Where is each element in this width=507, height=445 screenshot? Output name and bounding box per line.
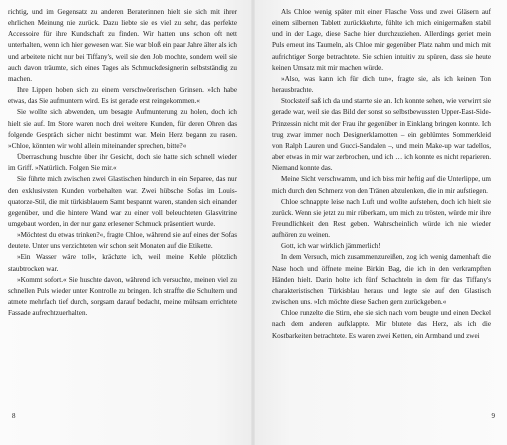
paragraph: »Möchtest du etwas trinken?«, fragte Chloe, während sie auf eines der Sofas deutete. Unter uns verzichteten wir schon seit Monaten auf die Etikette. [8,231,237,251]
right-page-text [272,7,491,342]
paragraph: Chloe runzelte die Stirn, ehe sie sich nach vorn beugte und einen Deckel nach dem anderen aufklappte. Mir blutete das Herz, als ich die Kostbarkeiten betrachtete. Es waren zwei Ketten, ein Armband und zwei [272,309,491,340]
page-number-left: 8 [12,412,16,420]
paragraph: Überraschung huschte über ihr Gesicht, doch sie hatte sich schnell wieder im Griff. »Natürlich. Folgen Sie mir.« [8,153,237,173]
paragraph: richtig, und im Gegensatz zu anderen Beraterinnen hielt sie sich mit ihrer ehrlichen Meinung nie zurück. Dazu liebte sie es viel zu sehr, das perfekte Accessoire für ihre Kundschaft zu finden. Wir hatten uns schon oft nett unterhalten, wenn ich hier gewesen war. Sie war bloß ein paar Jahre älter als ich und arbeitete nicht nur bei Tiffany's, weil sie den Job mochte, sondern weil sie auch davon träumte, sich eines Tages als Schmuckdesignerin selbstständig zu machen. [8,8,237,83]
paragraph: Ihre Lippen hoben sich zu einem verschwörerischen Grinsen. »Ich habe etwas, das Sie aufmuntern wird. Es ist gerade erst reingekommen.« [8,86,237,106]
paragraph: Stocksteif saß ich da und starrte sie an. Ich konnte sehen, wie verwirrt sie gerade war, weil sie das Bild der sonst so selbstbewussten Upper-East-Side-Prinzessin nicht mit der Frau ihr gegenüber in Einklang bringen konnte. Ich trug zwar immer noch Designerklamotten – ein geblümtes Sommerkleid von Ralph Lauren und Gucci-Sandalen –, und mein Make-up war tadellos, aber etwas in mir war zerbrochen, und ich … ich konnte es nicht reparieren. Niemand konnte das. [272,97,491,173]
paragraph: Sie führte mich zwischen zwei Glastischen hindurch in ein Separee, das nur den exklusivsten Kunden vorbehalten war. Zwei hübsche Sofas im Louis-quatorze-Stil, die mit türkisblauem Samt bespannt waren, standen sich einander gegenüber, und die hintere Wand war zu einer voll beleuchteten Glasvitrine umgebaut worden, in der nur ganz erlesener Schmuck präsentiert wurde. [8,175,237,228]
paragraph: »Also, was kann ich für dich tun«, fragte sie, als ich keinen Ton herausbrachte. [272,74,491,95]
paragraph: Gott, ich war wirklich jämmerlich! [281,242,381,251]
paragraph: Chloe schnappte leise nach Luft und wollte aufstehen, doch ich hielt sie zurück. Wenn sie jetzt zu mir rüberkam, um mich zu trösten, würde mir ihre Freundlichkeit den Rest geben. Wahrscheinlich würde ich nie wieder aufhören zu weinen. [272,197,491,240]
left-page [0,0,253,445]
page-number-right: 9 [491,412,495,420]
paragraph: Als Chloe wenig später mit einer Flasche Voss und zwei Gläsern auf einem silbernen Tablett zurückkehrte, fühlte ich mich einigermaßen stabil und in der Lage, diese Sache hier durchzuziehen. Allerdings geriet mein Puls erneut ins Taumeln, als Chloe mir gegenüber Platz nahm und mich mit aufrichtiger Sorge betrachtete. Sie schien intuitiv zu spüren, dass sie heute keinen Umsatz mit mir machen würde. [272,8,491,72]
paragraph: »Ein Wasser wäre toll«, krächzte ich, weil meine Kehle plötzlich staubtrocken war. [8,253,237,273]
paragraph: »Kommt sofort.« Sie huschte davon, während ich versuchte, meinen viel zu schnellen Puls wieder unter Kontrolle zu bringen. Ich straffte die Schultern und atmete mehrfach tief durch, sorgsam darauf bedacht, meine mühsam errichtete Fassade aufrechtzuerhalten. [8,275,237,318]
paragraph: In dem Versuch, mich zusammenzureißen, zog ich wenig damenhaft die Nase hoch und öffnete meine Birkin Bag, die ich in den verkrampften Händen hielt. Darin holte ich fünf Schachteln in dem für das Tiffany's charakteristischen Türkisblau heraus und legte sie auf den Glastisch zwischen uns. »Ich möchte diese Sachen gern zurückgeben.« [272,253,491,307]
book-gutter [251,0,255,445]
right-page [253,0,507,445]
paragraph: Meine Sicht verschwamm, und ich biss mir heftig auf die Unterlippe, um mich durch den Schmerz von den Tränen abzulenken, die in mir aufstiegen. [272,175,491,195]
left-page-text [8,7,237,319]
paragraph: Sie wollte sich abwenden, um besagte Aufmunterung zu holen, doch ich hielt sie auf. Im Store waren noch drei weitere Kunden, für deren Ohren das folgende Gespräch sicher nicht bestimmt war. Mein Herz begann zu rasen. »Chloe, könnten wir wohl allein miteinander sprechen, bitte?« [8,108,237,150]
